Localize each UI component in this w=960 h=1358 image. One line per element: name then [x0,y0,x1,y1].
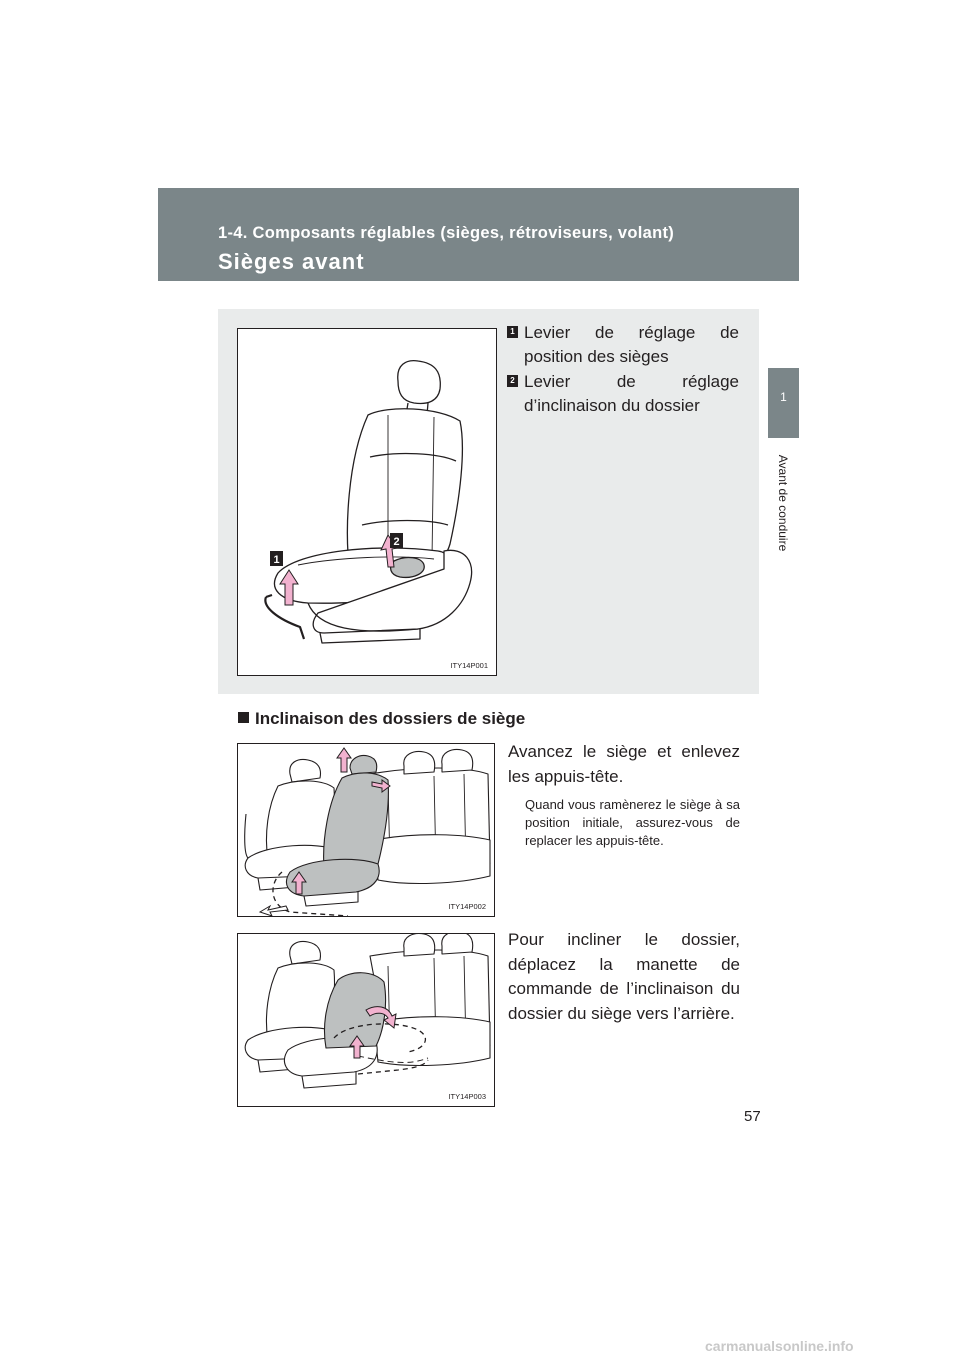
recline-illustration [238,934,495,1107]
callout-2: 2 [393,536,400,548]
legend-item-recline [507,370,739,418]
section-heading: 1-4. Composants réglables (sièges, rétroviseurs, volant) [218,224,675,242]
legend-badge-2: 2 [507,375,518,387]
section-subheading [238,709,525,729]
figure-code: ITY14P001 [450,661,488,670]
figure-code: ITY14P002 [448,902,486,911]
subheading-text: Inclinaison des dossiers de siège [255,709,526,728]
page-title: Sièges avant [218,249,365,274]
callout-1: 1 [273,554,280,566]
legend-text-2: Levier de réglage d’inclinaison du dossier [524,372,739,415]
step-2-text: Pour incliner le dossier, déplacez la manette de commande de l’inclinaison du dossier du siège vers l’arrière. [508,930,740,1023]
legend-text-1: Levier de réglage de position des sièges [524,323,739,366]
chapter-tab[interactable] [768,368,799,438]
step-1-note: Quand vous ramènerez le siège à sa position initiale, assurez-vous de replacer les appuis-tête. [525,797,740,848]
figure-code: ITY14P003 [448,1092,486,1101]
watermark: carmanualsonline.info [705,1338,854,1354]
front-seat-illustration [238,329,497,676]
seat-controls-figure [237,328,497,676]
legend-item-seat-position [507,321,739,369]
page-number: 57 [744,1108,761,1125]
rear-seat-headrest-illustration [238,744,495,917]
step-1-text: Avancez le siège et enlevez les appuis-tête. [508,742,740,786]
chapter-number: 1 [780,390,787,404]
recline-figure [237,933,495,1107]
chapter-label: Avant de conduire [776,454,790,552]
headrest-removal-figure [237,743,495,917]
square-bullet-icon [238,712,249,723]
legend-badge-1: 1 [507,326,518,338]
